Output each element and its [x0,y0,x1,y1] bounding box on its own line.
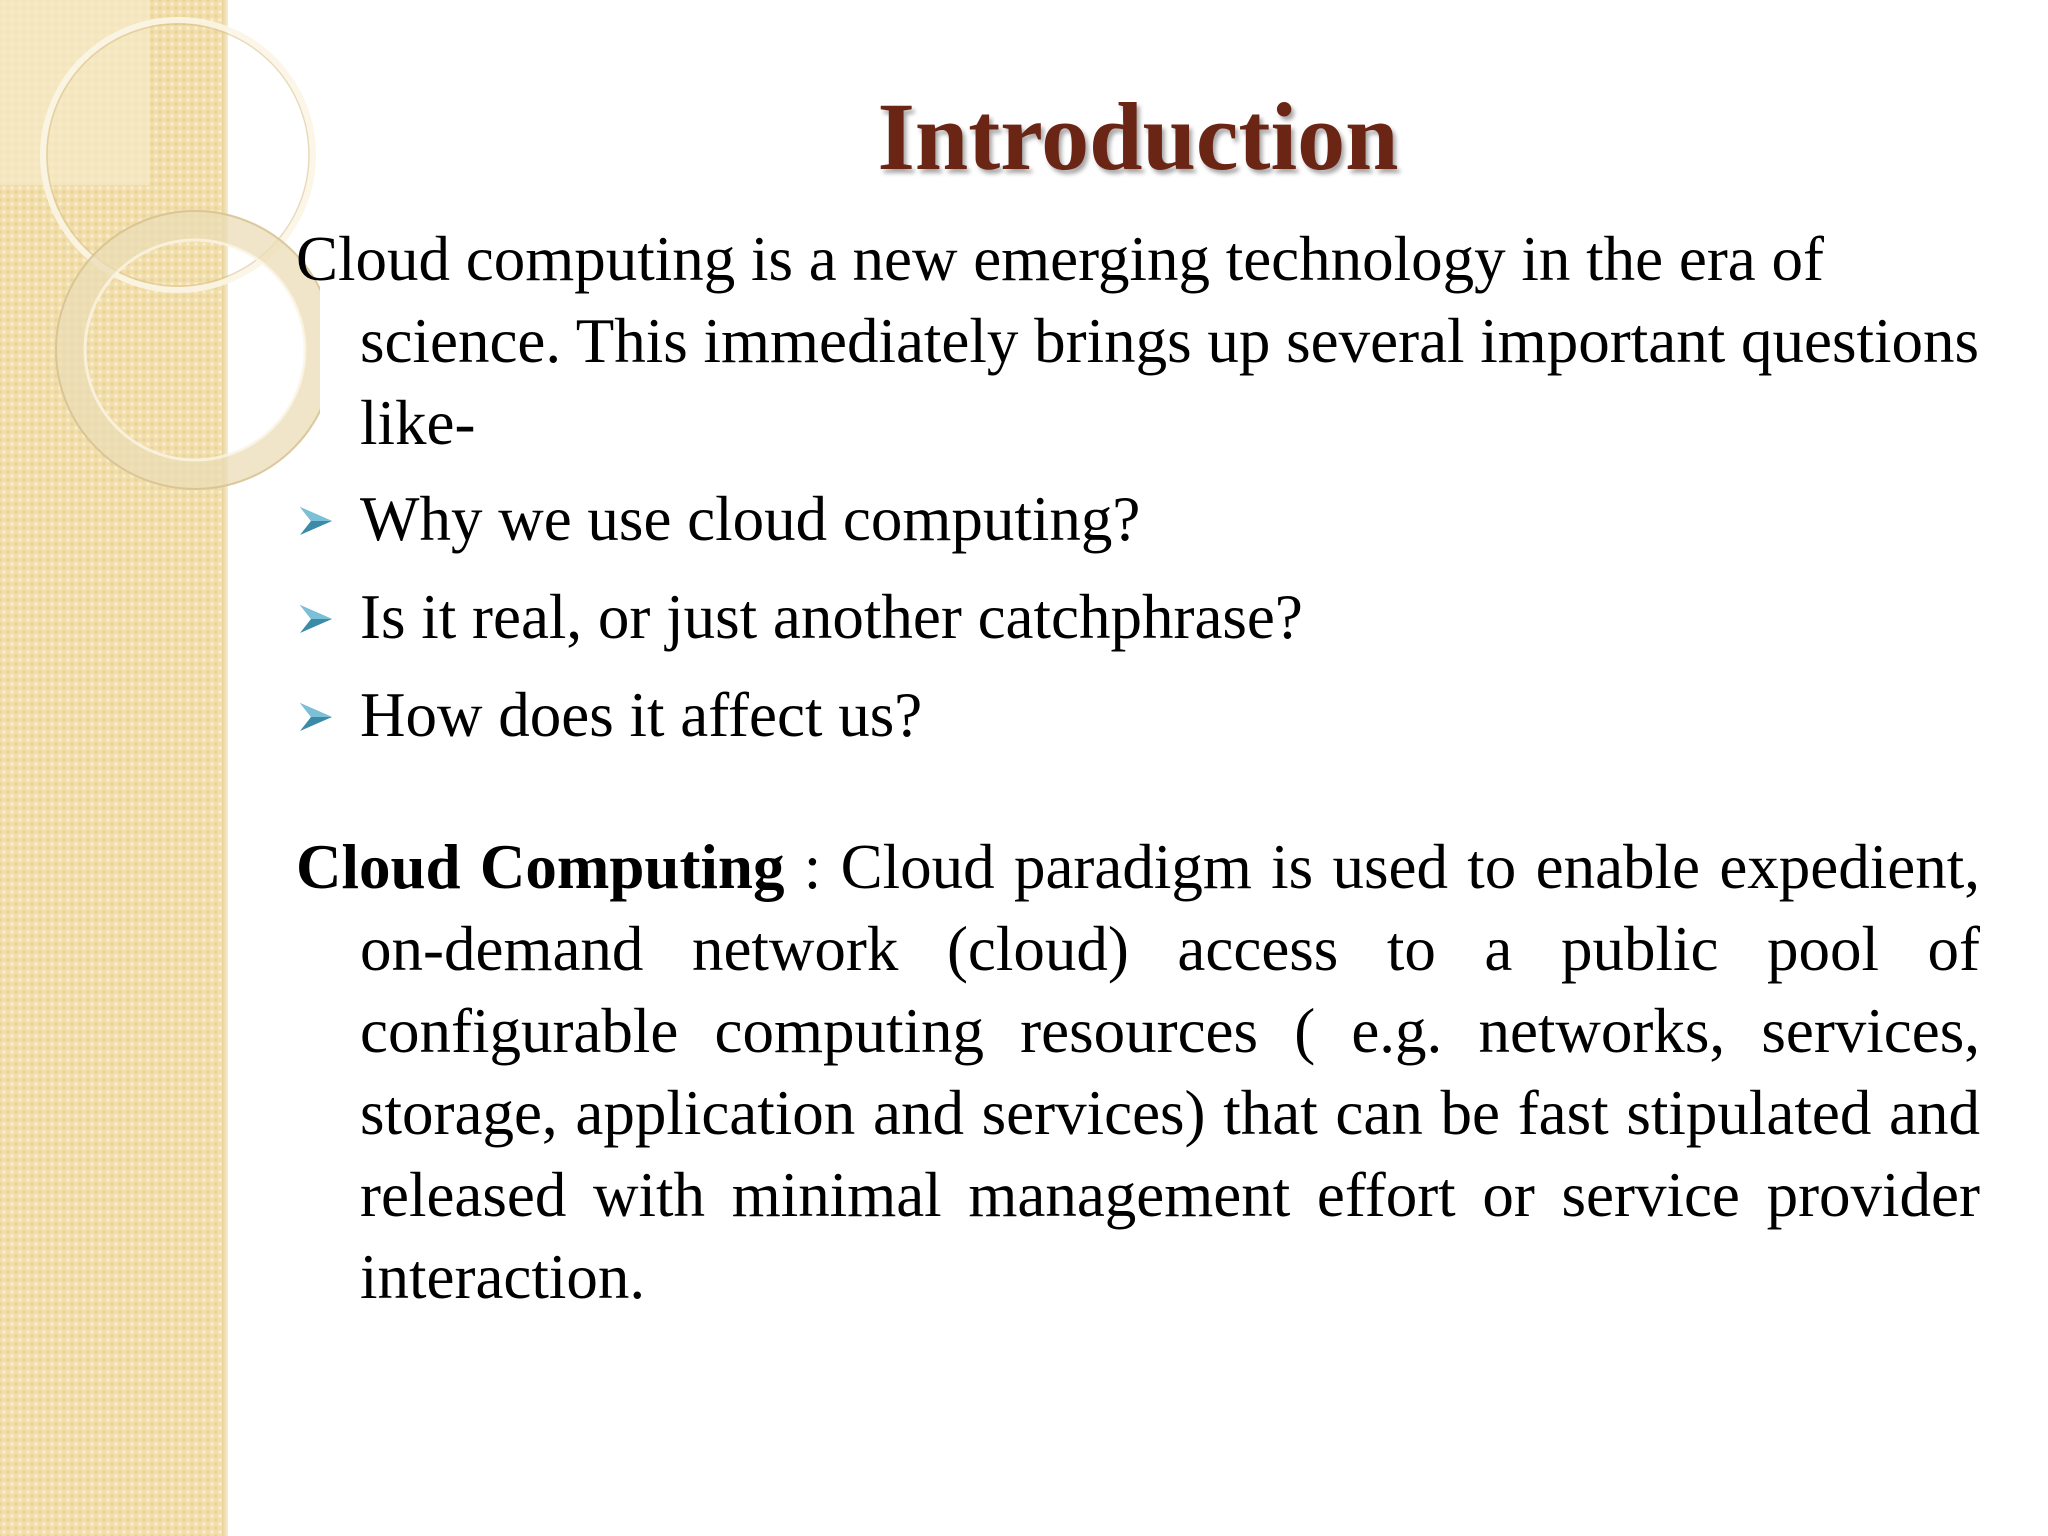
list-item [296,674,1980,756]
slide-body [296,218,1980,1318]
arrowhead-bullet-icon [298,604,334,634]
intro-paragraph: Cloud computing is a new emerging technology in the era of science. This immediately brings up several important questions like- [296,224,1979,458]
arrowhead-bullet-icon [298,702,334,732]
slide-title: Introduction [877,83,1399,190]
arrowhead-bullet-icon [298,506,334,536]
list-item-text: How does it affect us? [360,680,923,750]
ring-decoration [0,0,320,520]
definition-text: Cloud paradigm is used to enable expedient, on-demand network (cloud) access to a public pool of configurable computing resources ( e.g. networks, services, storage, application and services) that can be fast stipulated and released with minimal management effort or service provider interaction. [360,832,1980,1312]
list-item-text: Why we use cloud computing? [360,484,1141,554]
definition-separator: : [784,832,841,902]
definition-paragraph [296,826,1980,1318]
definition-term: Cloud Computing [296,832,785,902]
list-item [296,576,1980,658]
list-item-text: Is it real, or just another catchphrase? [360,582,1303,652]
list-item [296,478,1980,560]
question-list [296,478,1980,756]
